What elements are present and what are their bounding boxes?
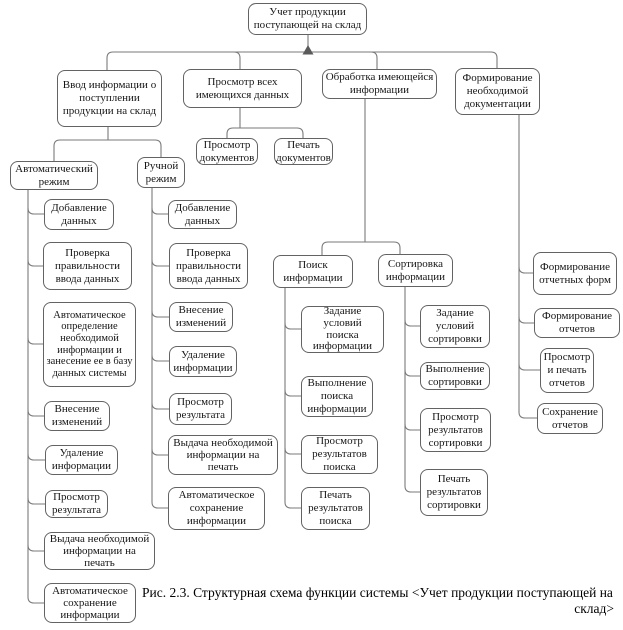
node-sort-item-1: Выполнение сортировки	[420, 362, 490, 390]
node-root: Учет продукции поступающей на склад	[248, 3, 367, 35]
node-search-item-0: Задание условий поиска информации	[301, 306, 384, 353]
node-view-item-0: Просмотр документов	[196, 138, 258, 165]
node-manual-item-6: Автоматическое сохранение информации	[168, 487, 265, 530]
node-manual-item-2: Внесение изменений	[169, 302, 233, 332]
node-sort-item-3: Печать результатов сортировки	[420, 469, 488, 516]
node-auto-mode: Автоматический режим	[10, 161, 98, 190]
node-auto-item-5: Просмотр результата	[45, 490, 108, 518]
node-search-item-3: Печать результатов поиска	[301, 487, 370, 530]
node-search-item-1: Выполнение поиска информации	[301, 376, 373, 417]
node-manual-item-1: Проверка правильности ввода данных	[169, 243, 248, 289]
node-auto-item-6: Выдача необходимой информации на печать	[44, 532, 155, 570]
node-docs-item-3: Сохранение отчетов	[537, 403, 603, 434]
node-manual-item-3: Удаление информации	[169, 346, 237, 377]
node-sort-item-2: Просмотр результатов сортировки	[420, 408, 491, 452]
node-auto-item-0: Добавление данных	[44, 199, 114, 230]
node-view: Просмотр всех имеющихся данных	[183, 69, 302, 108]
node-docs-item-2: Просмотр и печать отчетов	[540, 348, 594, 393]
figure-caption-line1: Рис. 2.3. Структурная схема функции системы <Учет продукции поступающей на	[142, 585, 613, 600]
node-auto-item-3: Внесение изменений	[44, 401, 110, 431]
node-docs: Формирование необходимой документации	[455, 68, 540, 115]
node-auto-item-1: Проверка правильности ввода данных	[43, 242, 132, 290]
node-manual-item-5: Выдача необходимой информации на печать	[168, 435, 278, 475]
node-sort-item-0: Задание условий сортировки	[420, 305, 490, 348]
node-sort: Сортировка информации	[378, 254, 453, 287]
node-manual-item-0: Добавление данных	[168, 200, 237, 229]
node-manual-mode: Ручной режим	[137, 157, 185, 188]
node-auto-item-2: Автоматическое определение необходимой информации и занесение ее в базу данных системы	[43, 302, 136, 387]
node-input: Ввод информации о поступлении продукции на склад	[57, 70, 162, 127]
node-search: Поиск информации	[273, 255, 353, 288]
node-manual-item-4: Просмотр результата	[169, 393, 232, 425]
node-auto-item-4: Удаление информации	[45, 445, 118, 475]
node-search-item-2: Просмотр результатов поиска	[301, 435, 378, 474]
junction-arrow-icon	[303, 45, 314, 55]
figure-caption-line2: склад>	[574, 601, 614, 616]
node-view-item-1: Печать документов	[274, 138, 333, 165]
node-docs-item-0: Формирование отчетных форм	[533, 252, 617, 295]
node-docs-item-1: Формирование отчетов	[534, 308, 620, 338]
node-processing: Обработка имеющейся информации	[322, 69, 437, 99]
node-auto-item-7: Автоматическое сохранение информации	[44, 583, 136, 623]
